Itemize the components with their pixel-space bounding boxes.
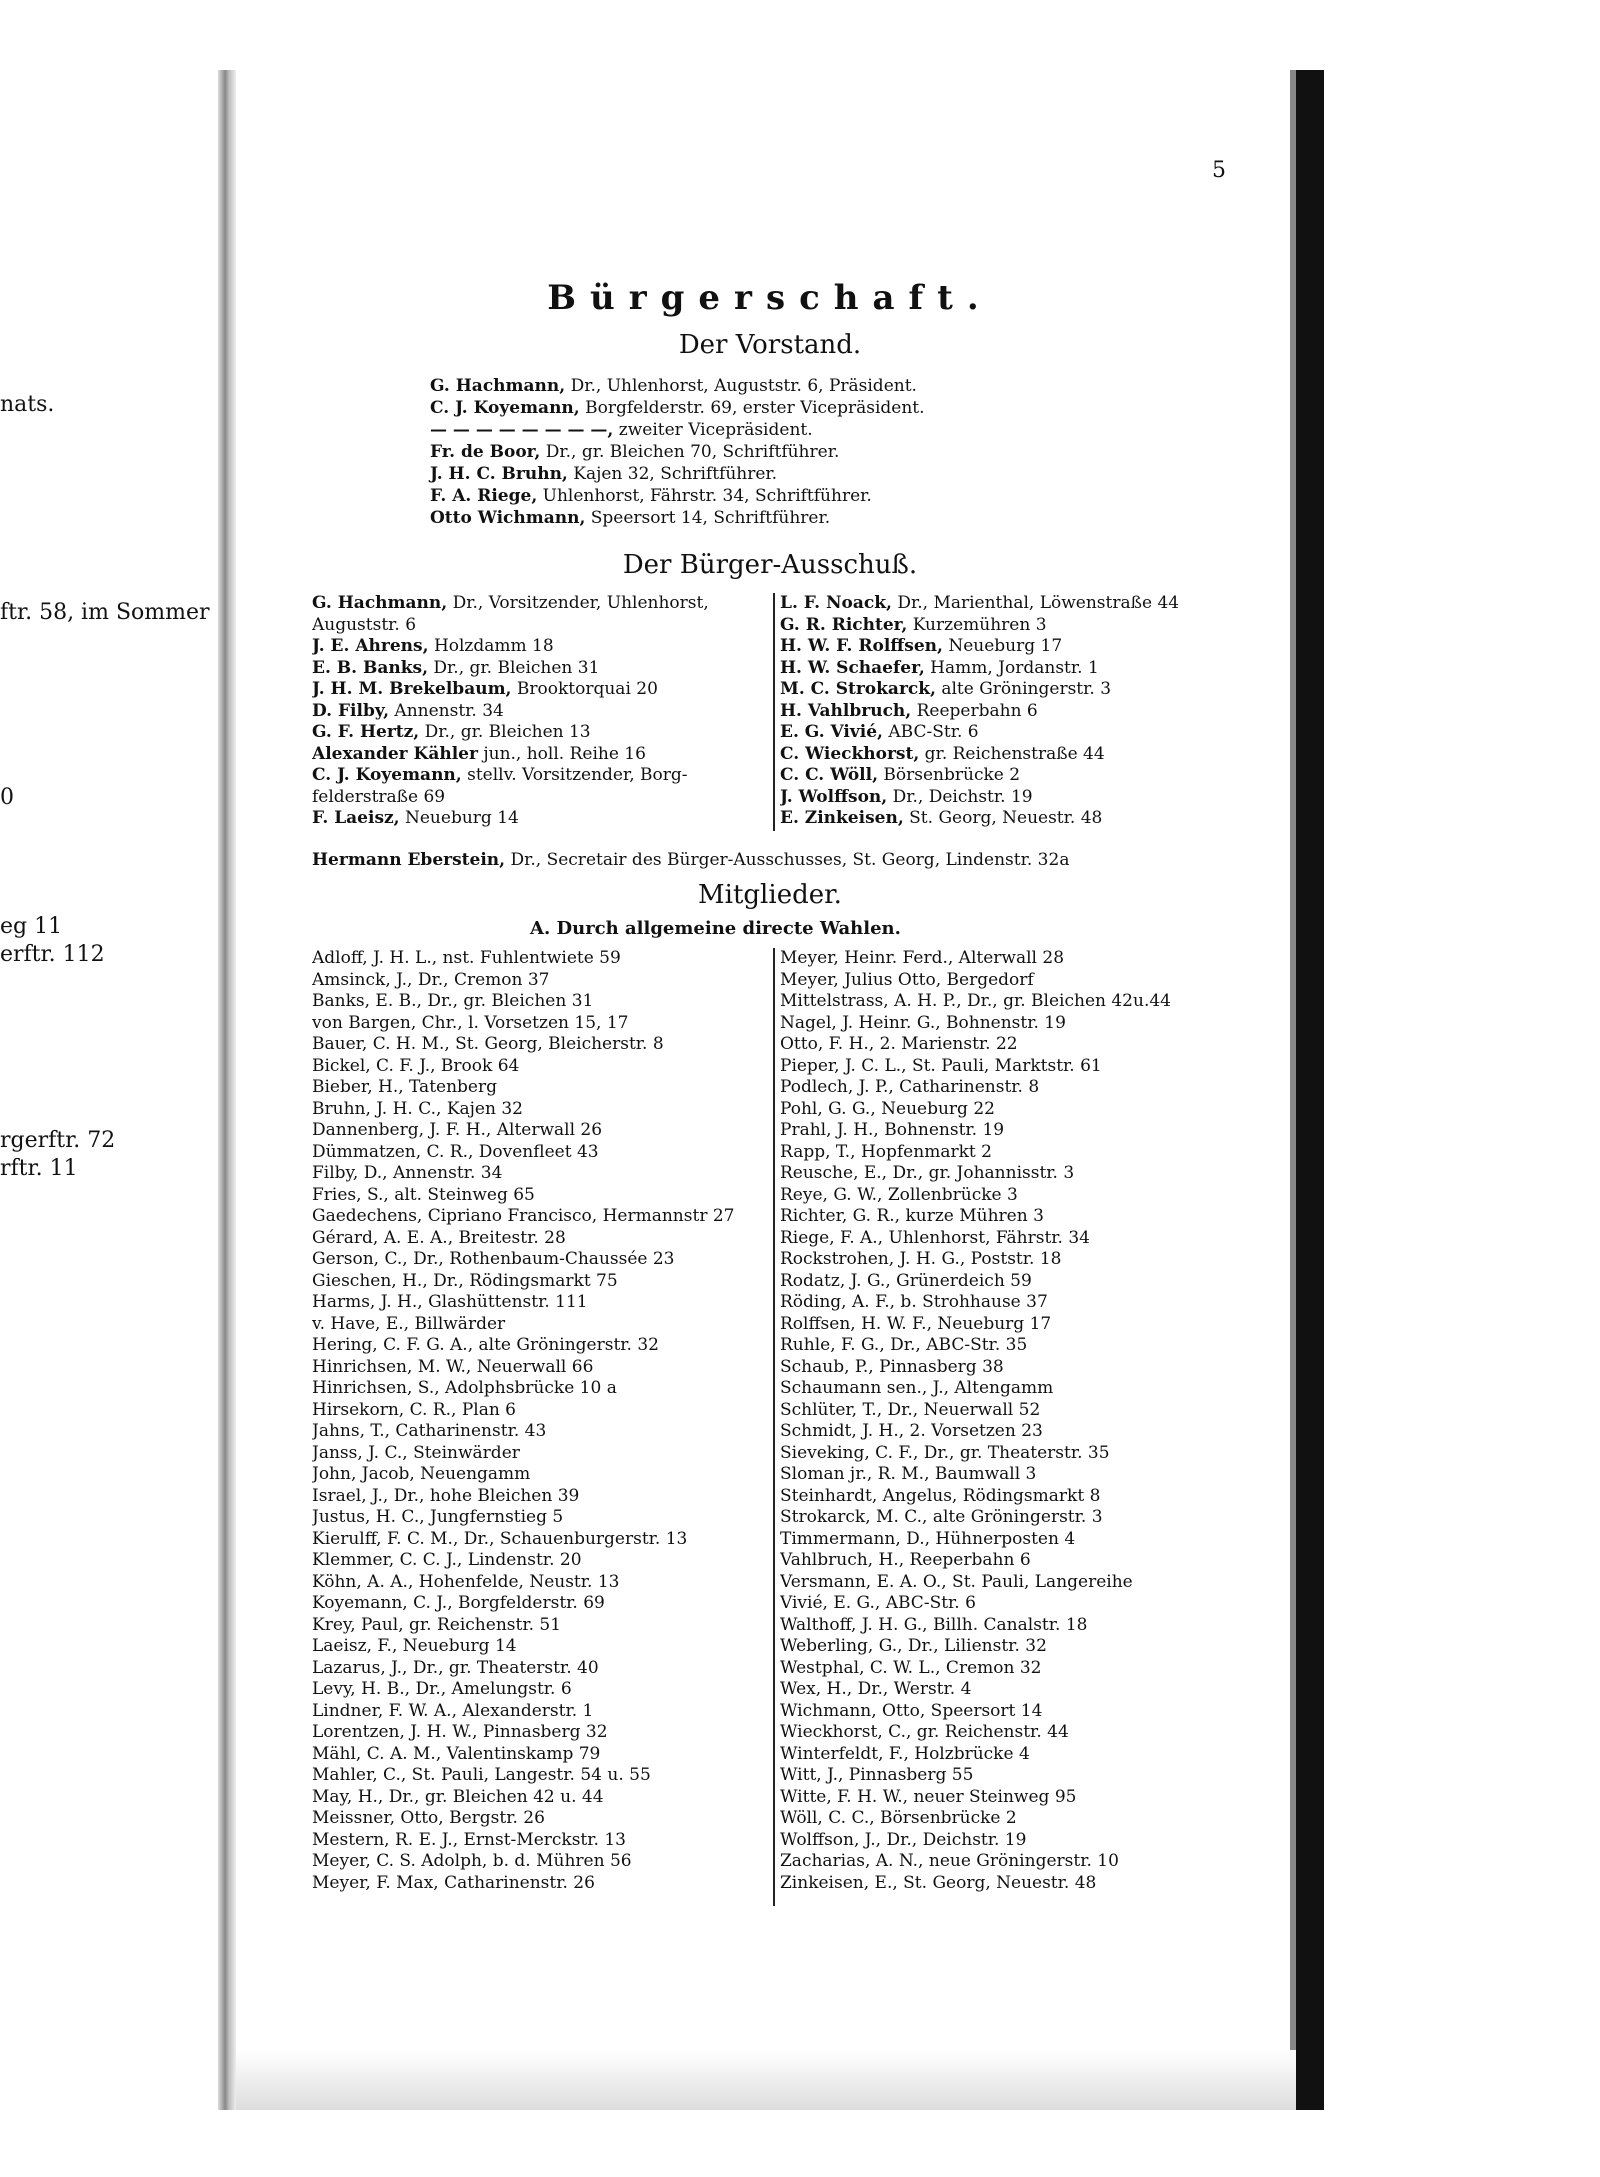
- ausschuss-entry-name: G. Hachmann,: [312, 593, 448, 613]
- ausschuss-entry-name: F. Laeisz,: [312, 808, 400, 828]
- vorstand-list: [430, 375, 1050, 529]
- vorstand-entry: [430, 375, 1050, 397]
- ausschuss-entry: [780, 787, 1280, 809]
- vorstand-heading: Der Vorstand.: [678, 330, 862, 360]
- ausschuss-entry: [312, 615, 772, 637]
- member-entry: Wex, H., Dr., Werstr. 4: [780, 1679, 972, 1699]
- member-entry: Witte, F. H. W., neuer Steinweg 95: [780, 1786, 1077, 1807]
- ausschuss-entry-details: Holzdamm 18: [433, 636, 554, 656]
- ausschuss-entry: [780, 744, 1280, 766]
- vorstand-entry: [430, 463, 1050, 485]
- member-entry: Zinkeisen, E., St. Georg, Neuestr. 48: [780, 1872, 1097, 1893]
- ausschuss-entry-details: Dr., Marienthal, Löwenstraße 44: [897, 593, 1180, 613]
- member-entry: Röding, A. F., b. Strohhause 37: [780, 1292, 1048, 1312]
- ausschuss-right-column: [780, 593, 1280, 830]
- vorstand-entry-details: Kajen 32, Schriftführer.: [573, 464, 778, 484]
- page-number: 5: [1212, 158, 1226, 183]
- member-entry: Witt, J., Pinnasberg 55: [780, 1765, 974, 1785]
- ausschuss-entry-details: ABC-Str. 6: [888, 722, 979, 742]
- member-entry: Amsinck, J., Dr., Cremon 37: [312, 969, 550, 990]
- left-page-fragments: [0, 0, 218, 2177]
- ausschuss-entry: [780, 636, 1280, 658]
- member-entry: Wolffson, J., Dr., Deichstr. 19: [780, 1829, 1027, 1850]
- ausschuss-entry: [312, 808, 772, 830]
- member-entry: Meyer, Heinr. Ferd., Alterwall 28: [780, 948, 1065, 968]
- vorstand-entry-details: Borgfelderstr. 69, erster Vicepräsident.: [585, 398, 925, 418]
- ausschuss-entry: [780, 615, 1280, 637]
- member-entry: Hirsekorn, C. R., Plan 6: [312, 1399, 516, 1420]
- member-entry: Meyer, C. S. Adolph, b. d. Mühren 56: [312, 1851, 632, 1871]
- member-entry: Bickel, C. F. J., Brook 64: [312, 1055, 520, 1076]
- member-entry: Bauer, C. H. M., St. Georg, Bleicherstr. 8: [312, 1034, 664, 1054]
- members-left-column: [312, 948, 772, 1894]
- member-entry: Kierulff, F. C. M., Dr., Schauenburgerstr. 13: [312, 1528, 688, 1549]
- member-entry: Bieber, H., Tatenberg: [312, 1077, 497, 1097]
- ausschuss-entry-details: St. Georg, Neuestr. 48: [909, 808, 1103, 828]
- ausschuss-entry-details: Börsenbrücke 2: [883, 765, 1021, 785]
- ausschuss-entry-details: Dr., gr. Bleichen 31: [433, 657, 600, 678]
- member-entry: Pieper, J. C. L., St. Pauli, Marktstr. 61: [780, 1055, 1102, 1076]
- member-entry: Versmann, E. A. O., St. Pauli, Langereihe: [780, 1571, 1133, 1592]
- ausschuss-entry-details: Annenstr. 34: [394, 700, 504, 721]
- ausschuss-entry: [780, 701, 1280, 723]
- vorstand-entry: [430, 485, 1050, 507]
- member-entry: Sloman jr., R. M., Baumwall 3: [780, 1464, 1037, 1484]
- member-entry: Bruhn, J. H. C., Kajen 32: [312, 1098, 523, 1119]
- left-fragment: 0: [0, 785, 14, 810]
- member-entry: John, Jacob, Neuengamm: [312, 1464, 531, 1484]
- vorstand-entry-details: zweiter Vicepräsident.: [618, 420, 813, 440]
- ausschuss-entry: [312, 636, 772, 658]
- member-entry: Gieschen, H., Dr., Rödingsmarkt 75: [312, 1270, 618, 1291]
- ausschuss-entry-name: E. B. Banks,: [312, 657, 429, 678]
- member-entry: v. Have, E., Billwärder: [312, 1313, 506, 1334]
- member-entry: Köhn, A. A., Hohenfelde, Neustr. 13: [312, 1571, 620, 1592]
- member-entry: Zacharias, A. N., neue Gröningerstr. 10: [780, 1851, 1119, 1871]
- vorstand-entry-details: Uhlenhorst, Fährstr. 34, Schriftführer.: [542, 486, 872, 506]
- vorstand-entry-name: Fr. de Boor,: [430, 442, 541, 462]
- ausschuss-entry-details: stellv. Vorsitzender, Borg-: [467, 765, 688, 785]
- secretary-name: Hermann Eberstein,: [312, 850, 506, 870]
- member-entry: Walthoff, J. H. G., Billh. Canalstr. 18: [780, 1614, 1088, 1635]
- ausschuss-entry-name: E. G. Vivié,: [780, 722, 883, 742]
- left-fragment: eg 11: [0, 914, 63, 939]
- member-entry: Mestern, R. E. J., Ernst-Merckstr. 13: [312, 1829, 626, 1850]
- member-entry: Timmermann, D., Hühnerposten 4: [780, 1528, 1076, 1549]
- ausschuss-entry: [780, 722, 1280, 744]
- member-entry: Mähl, C. A. M., Valentinskamp 79: [312, 1743, 601, 1764]
- book-spine: [218, 70, 236, 2110]
- member-entry: Vivié, E. G., ABC-Str. 6: [780, 1593, 976, 1613]
- ausschuss-entry: [312, 787, 772, 809]
- ausschuss-entry-name: C. J. Koyemann,: [312, 765, 462, 785]
- member-entry: Hinrichsen, S., Adolphsbrücke 10 a: [312, 1378, 617, 1398]
- member-entry: Richter, G. R., kurze Mühren 3: [780, 1206, 1044, 1226]
- member-entry: Filby, D., Annenstr. 34: [312, 1163, 503, 1183]
- secretary-details: Dr., Secretair des Bürger-Ausschusses, St. Georg, Lindenstr. 32a: [510, 850, 1070, 870]
- member-entry: Lazarus, J., Dr., gr. Theaterstr. 40: [312, 1657, 599, 1678]
- member-entry: Mahler, C., St. Pauli, Langestr. 54 u. 55: [312, 1765, 651, 1785]
- member-entry: Hinrichsen, M. W., Neuerwall 66: [312, 1356, 594, 1377]
- member-entry: Rodatz, J. G., Grünerdeich 59: [780, 1270, 1032, 1291]
- ausschuss-entry-details: Neueburg 14: [405, 808, 519, 828]
- member-entry: Janss, J. C., Steinwärder: [312, 1442, 520, 1463]
- member-entry: Schmidt, J. H., 2. Vorsetzen 23: [780, 1421, 1043, 1441]
- ausschuss-entry-name: E. Zinkeisen,: [780, 808, 904, 828]
- member-entry: Sieveking, C. F., Dr., gr. Theaterstr. 35: [780, 1442, 1110, 1463]
- ausschuss-entry-details: Reeperbahn 6: [916, 700, 1038, 721]
- ausschuss-divider: [773, 593, 775, 831]
- page-title: Bürgerschaft.: [547, 278, 993, 318]
- member-entry: Wieckhorst, C., gr. Reichenstr. 44: [780, 1722, 1069, 1742]
- member-entry: von Bargen, Chr., l. Vorsetzen 15, 17: [312, 1012, 629, 1033]
- ausschuss-entry-name: D. Filby,: [312, 700, 390, 721]
- ausschuss-entry: [780, 593, 1280, 615]
- vorstand-entry: [430, 397, 1050, 419]
- member-entry: Hering, C. F. G. A., alte Gröningerstr. 32: [312, 1335, 659, 1355]
- ausschuss-entry-name: C. C. Wöll,: [780, 765, 879, 785]
- ausschuss-entry-name: Alexander Kähler: [312, 743, 478, 764]
- ausschuss-entry-name: L. F. Noack,: [780, 593, 892, 613]
- member-entry: Westphal, C. W. L., Cremon 32: [780, 1657, 1042, 1678]
- member-entry: Jahns, T., Catharinenstr. 43: [312, 1421, 547, 1441]
- vorstand-entry-details: Dr., Uhlenhorst, Auguststr. 6, Präsident.: [570, 376, 917, 396]
- member-entry: Harms, J. H., Glashüttenstr. 111: [312, 1292, 588, 1312]
- ausschuss-entry: [312, 701, 772, 723]
- page-bottom-shade: [236, 2050, 1296, 2110]
- member-entry: Prahl, J. H., Bohnenstr. 19: [780, 1120, 1005, 1140]
- member-entry: Koyemann, C. J., Borgfelderstr. 69: [312, 1593, 605, 1613]
- member-entry: Meyer, Julius Otto, Bergedorf: [780, 969, 1034, 990]
- member-entry: Klemmer, C. C. J., Lindenstr. 20: [312, 1550, 582, 1570]
- ausschuss-entry-name: J. E. Ahrens,: [312, 636, 429, 656]
- vorstand-entry-details: Speersort 14, Schriftführer.: [590, 508, 831, 528]
- left-fragment: rftr. 11: [0, 1156, 78, 1181]
- vorstand-entry-name: Otto Wichmann,: [430, 508, 586, 528]
- member-entry: Levy, H. B., Dr., Amelungstr. 6: [312, 1679, 572, 1699]
- member-entry: Schlüter, T., Dr., Neuerwall 52: [780, 1399, 1041, 1420]
- member-entry: Schaub, P., Pinnasberg 38: [780, 1356, 1004, 1377]
- vorstand-entry-details: Dr., gr. Bleichen 70, Schriftführer.: [545, 442, 840, 462]
- ausschuss-entry-details: Dr., gr. Bleichen 13: [424, 722, 591, 742]
- ausschuss-entry-name: G. F. Hertz,: [312, 722, 420, 742]
- vorstand-entry-name: G. Hachmann,: [430, 376, 566, 396]
- ausschuss-entry-details: Hamm, Jordanstr. 1: [930, 657, 1099, 678]
- vorstand-entry-name: J. H. C. Bruhn,: [430, 464, 568, 484]
- ausschuss-entry: [312, 765, 772, 787]
- ausschuss-entry-name: H. W. F. Rolffsen,: [780, 636, 943, 656]
- ausschuss-entry-details: Neueburg 17: [948, 636, 1063, 656]
- member-entry: Justus, H. C., Jungfernstieg 5: [312, 1507, 564, 1527]
- members-divider: [773, 948, 775, 1906]
- ausschuss-entry-name: C. Wieckhorst,: [780, 743, 920, 764]
- member-entry: Riege, F. A., Uhlenhorst, Fährstr. 34: [780, 1227, 1090, 1248]
- member-entry: Steinhardt, Angelus, Rödingsmarkt 8: [780, 1485, 1101, 1506]
- page-edge-dark: [1296, 70, 1324, 2110]
- member-entry: Gérard, A. E. A., Breitestr. 28: [312, 1227, 566, 1248]
- ausschuss-entry-details: Dr., Deichstr. 19: [892, 786, 1033, 807]
- ausschuss-entry-details: Dr., Vorsitzender, Uhlenhorst,: [452, 593, 709, 613]
- member-entry: Weberling, G., Dr., Lilienstr. 32: [780, 1636, 1047, 1656]
- member-entry: May, H., Dr., gr. Bleichen 42 u. 44: [312, 1786, 604, 1807]
- member-entry: Fries, S., alt. Steinweg 65: [312, 1184, 535, 1205]
- member-entry: Reye, G. W., Zollenbrücke 3: [780, 1184, 1018, 1205]
- member-entry: Wichmann, Otto, Speersort 14: [780, 1700, 1043, 1721]
- ausschuss-entry: [312, 593, 772, 615]
- vorstand-entry: [430, 441, 1050, 463]
- ausschuss-entry: [780, 679, 1280, 701]
- member-entry: Otto, F. H., 2. Marienstr. 22: [780, 1034, 1018, 1054]
- secretary-line: [312, 850, 1069, 870]
- member-entry: Schaumann sen., J., Altengamm: [780, 1378, 1054, 1398]
- section-a-heading: A. Durch allgemeine directe Wahlen.: [530, 918, 901, 939]
- ausschuss-entry: [312, 722, 772, 744]
- ausschuss-entry-name: H. Vahlbruch,: [780, 700, 912, 721]
- member-entry: Strokarck, M. C., alte Gröningerstr. 3: [780, 1507, 1103, 1527]
- member-entry: Gaedechens, Cipriano Francisco, Hermannstr 27: [312, 1206, 735, 1226]
- member-entry: Meyer, F. Max, Catharinenstr. 26: [312, 1872, 595, 1893]
- ausschuss-entry: [780, 765, 1280, 787]
- member-entry: Meissner, Otto, Bergstr. 26: [312, 1808, 545, 1828]
- ausschuss-entry-details: Brooktorquai 20: [516, 679, 658, 699]
- ausschuss-entry-details: Auguststr. 6: [312, 614, 417, 635]
- member-entry: Winterfeldt, F., Holzbrücke 4: [780, 1743, 1030, 1764]
- member-entry: Wöll, C. C., Börsenbrücke 2: [780, 1808, 1017, 1828]
- ausschuss-entry-name: H. W. Schaefer,: [780, 657, 925, 678]
- member-entry: Rapp, T., Hopfenmarkt 2: [780, 1141, 992, 1162]
- vorstand-entry-name: — — — — — — — —,: [430, 420, 614, 440]
- member-entry: Adloff, J. H. L., nst. Fuhlentwiete 59: [312, 948, 621, 968]
- member-entry: Dümmatzen, C. R., Dovenfleet 43: [312, 1141, 599, 1162]
- member-entry: Laeisz, F., Neueburg 14: [312, 1636, 517, 1656]
- member-entry: Lorentzen, J. H. W., Pinnasberg 32: [312, 1722, 608, 1742]
- left-fragment: ftr. 58, im Sommer: [0, 600, 210, 625]
- left-fragment: erftr. 112: [0, 942, 105, 967]
- ausschuss-entry: [780, 658, 1280, 680]
- ausschuss-entry-name: J. H. M. Brekelbaum,: [312, 679, 512, 699]
- ausschuss-entry: [312, 679, 772, 701]
- members-right-column: [780, 948, 1285, 1894]
- vorstand-entry: [430, 507, 1050, 529]
- ausschuss-entry-details: felderstraße 69: [312, 786, 446, 807]
- vorstand-entry-name: F. A. Riege,: [430, 486, 538, 506]
- vorstand-entry-name: C. J. Koyemann,: [430, 398, 580, 418]
- ausschuss-entry-details: jun., holl. Reihe 16: [483, 743, 646, 764]
- ausschuss-entry: [312, 658, 772, 680]
- member-entry: Rolffsen, H. W. F., Neueburg 17: [780, 1313, 1052, 1334]
- ausschuss-left-column: [312, 593, 772, 830]
- member-entry: Ruhle, F. G., Dr., ABC-Str. 35: [780, 1335, 1028, 1355]
- member-entry: Podlech, J. P., Catharinenstr. 8: [780, 1077, 1040, 1097]
- member-entry: Mittelstrass, A. H. P., Dr., gr. Bleichen 42u.44: [780, 991, 1171, 1011]
- members-heading: Mitglieder.: [698, 880, 842, 910]
- ausschuss-entry-name: J. Wolffson,: [780, 786, 888, 807]
- member-entry: Rockstrohen, J. H. G., Poststr. 18: [780, 1249, 1062, 1269]
- member-entry: Israel, J., Dr., hohe Bleichen 39: [312, 1485, 580, 1506]
- ausschuss-entry: [780, 808, 1280, 830]
- ausschuss-entry-details: gr. Reichenstraße 44: [924, 743, 1105, 764]
- vorstand-entry: [430, 419, 1050, 441]
- member-entry: Lindner, F. W. A., Alexanderstr. 1: [312, 1700, 594, 1721]
- ausschuss-entry-details: alte Gröningerstr. 3: [941, 679, 1112, 699]
- member-entry: Dannenberg, J. F. H., Alterwall 26: [312, 1120, 603, 1140]
- member-entry: Banks, E. B., Dr., gr. Bleichen 31: [312, 991, 594, 1011]
- member-entry: Reusche, E., Dr., gr. Johannisstr. 3: [780, 1163, 1075, 1183]
- member-entry: Krey, Paul, gr. Reichenstr. 51: [312, 1614, 562, 1635]
- ausschuss-heading: Der Bürger-Ausschuß.: [622, 550, 918, 580]
- member-entry: Gerson, C., Dr., Rothenbaum-Chaussée 23: [312, 1249, 675, 1269]
- ausschuss-entry-details: Kurzemühren 3: [912, 614, 1047, 635]
- left-fragment: nats.: [0, 392, 55, 417]
- ausschuss-entry: [312, 744, 772, 766]
- ausschuss-entry-name: M. C. Strokarck,: [780, 679, 936, 699]
- member-entry: Pohl, G. G., Neueburg 22: [780, 1098, 995, 1119]
- left-fragment: rgerftr. 72: [0, 1128, 116, 1153]
- member-entry: Nagel, J. Heinr. G., Bohnenstr. 19: [780, 1012, 1066, 1033]
- ausschuss-entry-name: G. R. Richter,: [780, 614, 908, 635]
- member-entry: Vahlbruch, H., Reeperbahn 6: [780, 1550, 1031, 1570]
